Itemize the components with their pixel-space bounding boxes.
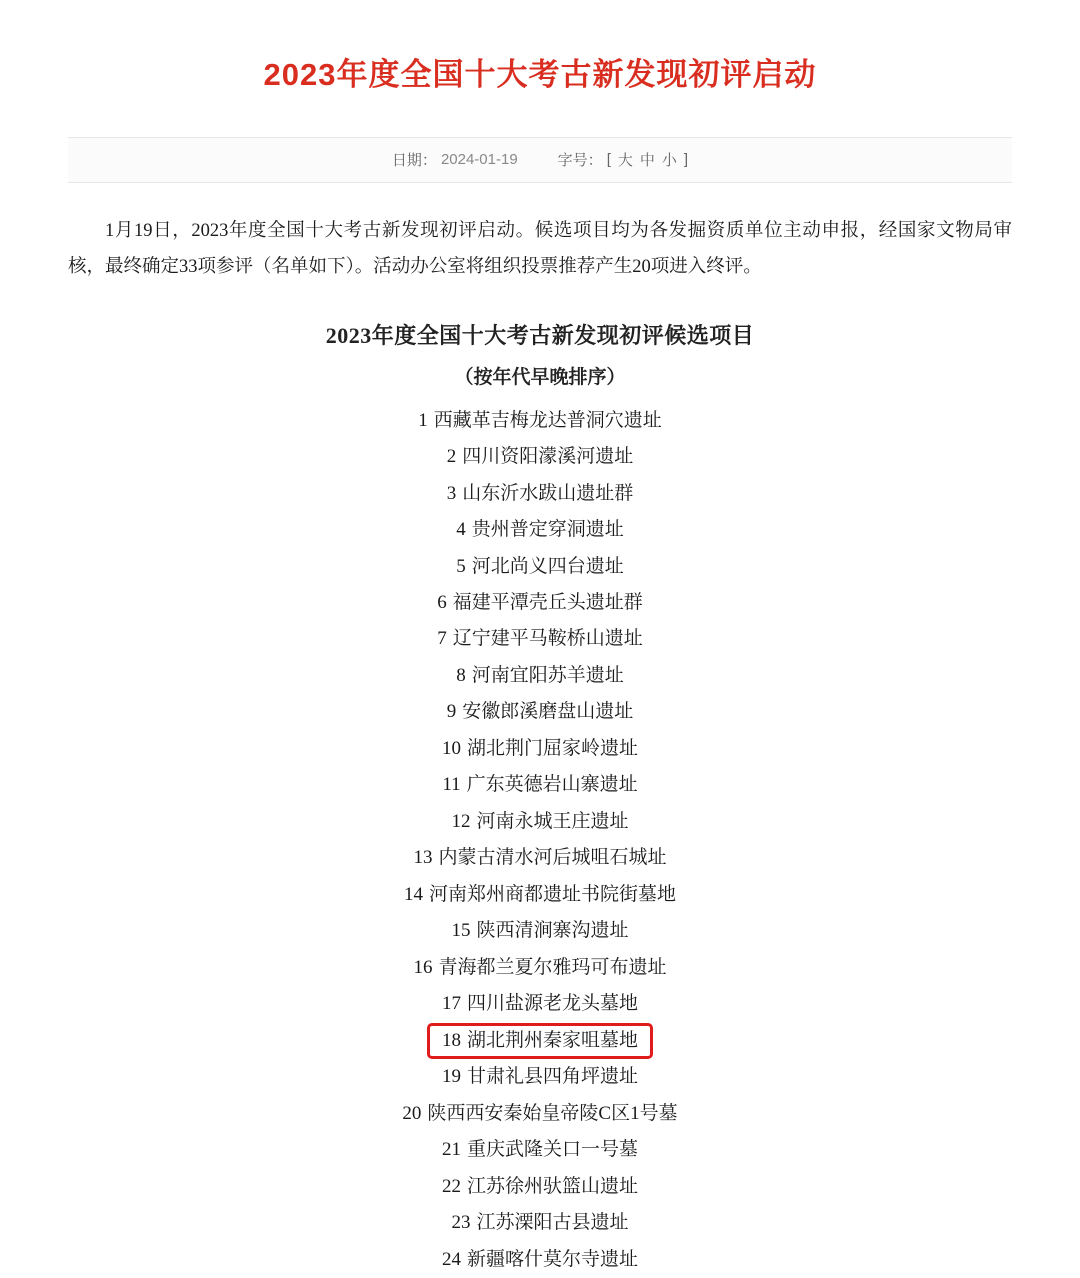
list-item: [0, 767, 1080, 803]
list-item-number: 17: [441, 993, 461, 1015]
list-item-label: 湖北荆门屈家岭遗址: [466, 737, 638, 759]
list-item-inner: [413, 847, 666, 868]
list-item: [0, 804, 1080, 840]
list-item-number: 3: [446, 482, 457, 504]
list-item: [0, 840, 1080, 876]
list-item-number: 10: [441, 737, 461, 759]
list-item-inner: [456, 519, 624, 540]
list-item-inner: [442, 993, 638, 1014]
list-item-label: 四川盐源老龙头墓地: [466, 993, 638, 1015]
font-size-medium[interactable]: 中: [639, 152, 655, 170]
candidate-list-subtitle: （按年代早晚排序）: [454, 366, 626, 388]
list-item-number: 16: [413, 956, 433, 978]
list-item-number: 23: [451, 1212, 471, 1234]
list-item-label: 辽宁建平马鞍桥山遗址: [452, 628, 643, 650]
list-item-inner: [451, 920, 628, 941]
list-item-inner: [437, 592, 643, 613]
list-item-number: 4: [456, 519, 466, 541]
list-item: [0, 658, 1080, 694]
list-item-inner: [413, 957, 666, 978]
font-size-large[interactable]: 大: [617, 152, 633, 170]
list-item-label: 安徽郎溪磨盘山遗址: [462, 701, 634, 723]
list-item-label: 福建平潭壳丘头遗址群: [452, 592, 643, 613]
date-label: 日期：: [391, 152, 437, 170]
list-item: [0, 1023, 1080, 1060]
list-item-number: 6: [437, 592, 447, 613]
list-item-label: 河北尚义四台遗址: [471, 555, 624, 577]
list-item: [0, 1059, 1080, 1095]
list-item-label: 江苏溧阳古县遗址: [476, 1212, 629, 1234]
list-item-label: 河南永城王庄遗址: [476, 810, 629, 832]
font-size-label: 字号：: [557, 152, 603, 170]
bracket-open: [: [606, 151, 611, 169]
list-item-number: 1: [418, 409, 428, 431]
list-item: [0, 1205, 1080, 1241]
font-size-control: [558, 149, 688, 170]
list-item-inner: [447, 446, 634, 467]
bracket-close: ]: [683, 151, 689, 169]
list-item-label: 重庆武隆关口一号墓: [466, 1139, 638, 1161]
list-item-number: 21: [441, 1139, 461, 1161]
list-item-label: 贵州普定穿洞遗址: [471, 519, 624, 541]
list-item-label: 新疆喀什莫尔寺遗址: [466, 1248, 638, 1270]
list-item: [0, 694, 1080, 730]
list-item-inner: [437, 628, 643, 649]
list-item: [0, 403, 1080, 439]
list-item-label: 河南宜阳苏羊遗址: [471, 664, 624, 686]
list-item: [0, 1132, 1080, 1168]
article-paragraph: 1月19日，2023年度全国十大考古新发现初评启动。候选项目均为各发掘资质单位主动申报，经国家文物局审核，最终确定33项参评（名单如下）。活动办公室将组织投票推荐产生20项进入终评。: [68, 220, 1012, 277]
list-item-label: 江苏徐州驮篮山遗址: [466, 1175, 638, 1197]
list-item: [0, 1242, 1080, 1278]
list-item-number: 14: [403, 883, 423, 905]
list-item-inner: [442, 1066, 638, 1087]
list-item: [0, 621, 1080, 657]
date-value: 2024-01-19: [440, 151, 518, 169]
list-item-number: 20: [402, 1102, 422, 1124]
list-item: [0, 1096, 1080, 1132]
list-item-label: 西藏革吉梅龙达普洞穴遗址: [433, 409, 662, 431]
list-item-label: 山东沂水跋山遗址群: [462, 482, 634, 504]
list-item-inner: [456, 665, 624, 686]
list-item-inner: [442, 1139, 638, 1160]
list-item-inner: [447, 701, 634, 722]
article-page: [0, 21, 1080, 1278]
list-item-number: 13: [413, 847, 433, 869]
list-item-label: 陕西西安秦始皇帝陵C区1号墓: [427, 1102, 678, 1124]
list-item-label: 青海都兰夏尔雅玛可布遗址: [438, 956, 667, 978]
list-item-inner: [447, 483, 634, 504]
list-item-label: 四川资阳濛溪河遗址: [462, 446, 634, 468]
list-item-label: 广东英德岩山寨遗址: [466, 774, 638, 796]
candidate-list: [0, 403, 1080, 1278]
list-item-inner: [451, 1212, 628, 1233]
list-item-inner: [418, 410, 662, 431]
list-item: [0, 585, 1080, 621]
candidate-list-title: 2023年度全国十大考古新发现初评候选项目: [325, 322, 755, 348]
font-size-options: [607, 149, 688, 170]
list-item-inner: [442, 1176, 638, 1197]
list-item: [0, 731, 1080, 767]
list-item-number: 9: [446, 701, 457, 723]
list-item: [0, 439, 1080, 475]
list-item: [0, 476, 1080, 512]
list-item-inner: [402, 1103, 677, 1124]
list-item-number: 24: [441, 1248, 461, 1270]
list-item-number: 11: [442, 774, 461, 796]
list-item: [0, 512, 1080, 548]
list-item-number: 18: [441, 1029, 461, 1051]
list-item-inner: [442, 774, 637, 795]
list-item-label: 河南郑州商都遗址书院街墓地: [428, 883, 676, 905]
list-item-number: 22: [441, 1175, 461, 1197]
list-item: [0, 913, 1080, 949]
list-item-number: 8: [456, 664, 466, 686]
list-item: [0, 950, 1080, 986]
list-item-inner: [451, 811, 628, 832]
list-item-number: 19: [441, 1066, 461, 1088]
list-item: [0, 877, 1080, 913]
list-item-label: 湖北荆州秦家咀墓地: [466, 1029, 638, 1051]
list-item-inner: [404, 884, 676, 905]
list-item-label: 内蒙古清水河后城咀石城址: [438, 847, 667, 869]
list-item-number: 12: [451, 810, 471, 832]
list-item-number: 5: [456, 555, 466, 577]
list-item-inner: [427, 1023, 653, 1060]
page-title: 2023年度全国十大考古新发现初评启动: [263, 56, 817, 92]
list-item-number: 15: [451, 920, 471, 942]
font-size-small[interactable]: 小: [661, 152, 677, 170]
list-item-number: 7: [437, 628, 447, 650]
list-item-inner: [442, 1249, 638, 1270]
list-item-inner: [456, 556, 624, 577]
list-item-number: 2: [446, 446, 457, 468]
list-item-label: 甘肃礼县四角坪遗址: [466, 1066, 638, 1088]
list-item: [0, 986, 1080, 1022]
list-item: [0, 1169, 1080, 1205]
list-item-inner: [442, 738, 638, 759]
list-item-label: 陕西清涧寨沟遗址: [476, 920, 629, 942]
article-meta-bar: [68, 137, 1012, 183]
page-scrollbar[interactable]: [1074, 21, 1080, 1230]
publish-date: [392, 149, 518, 170]
list-item: [0, 549, 1080, 585]
